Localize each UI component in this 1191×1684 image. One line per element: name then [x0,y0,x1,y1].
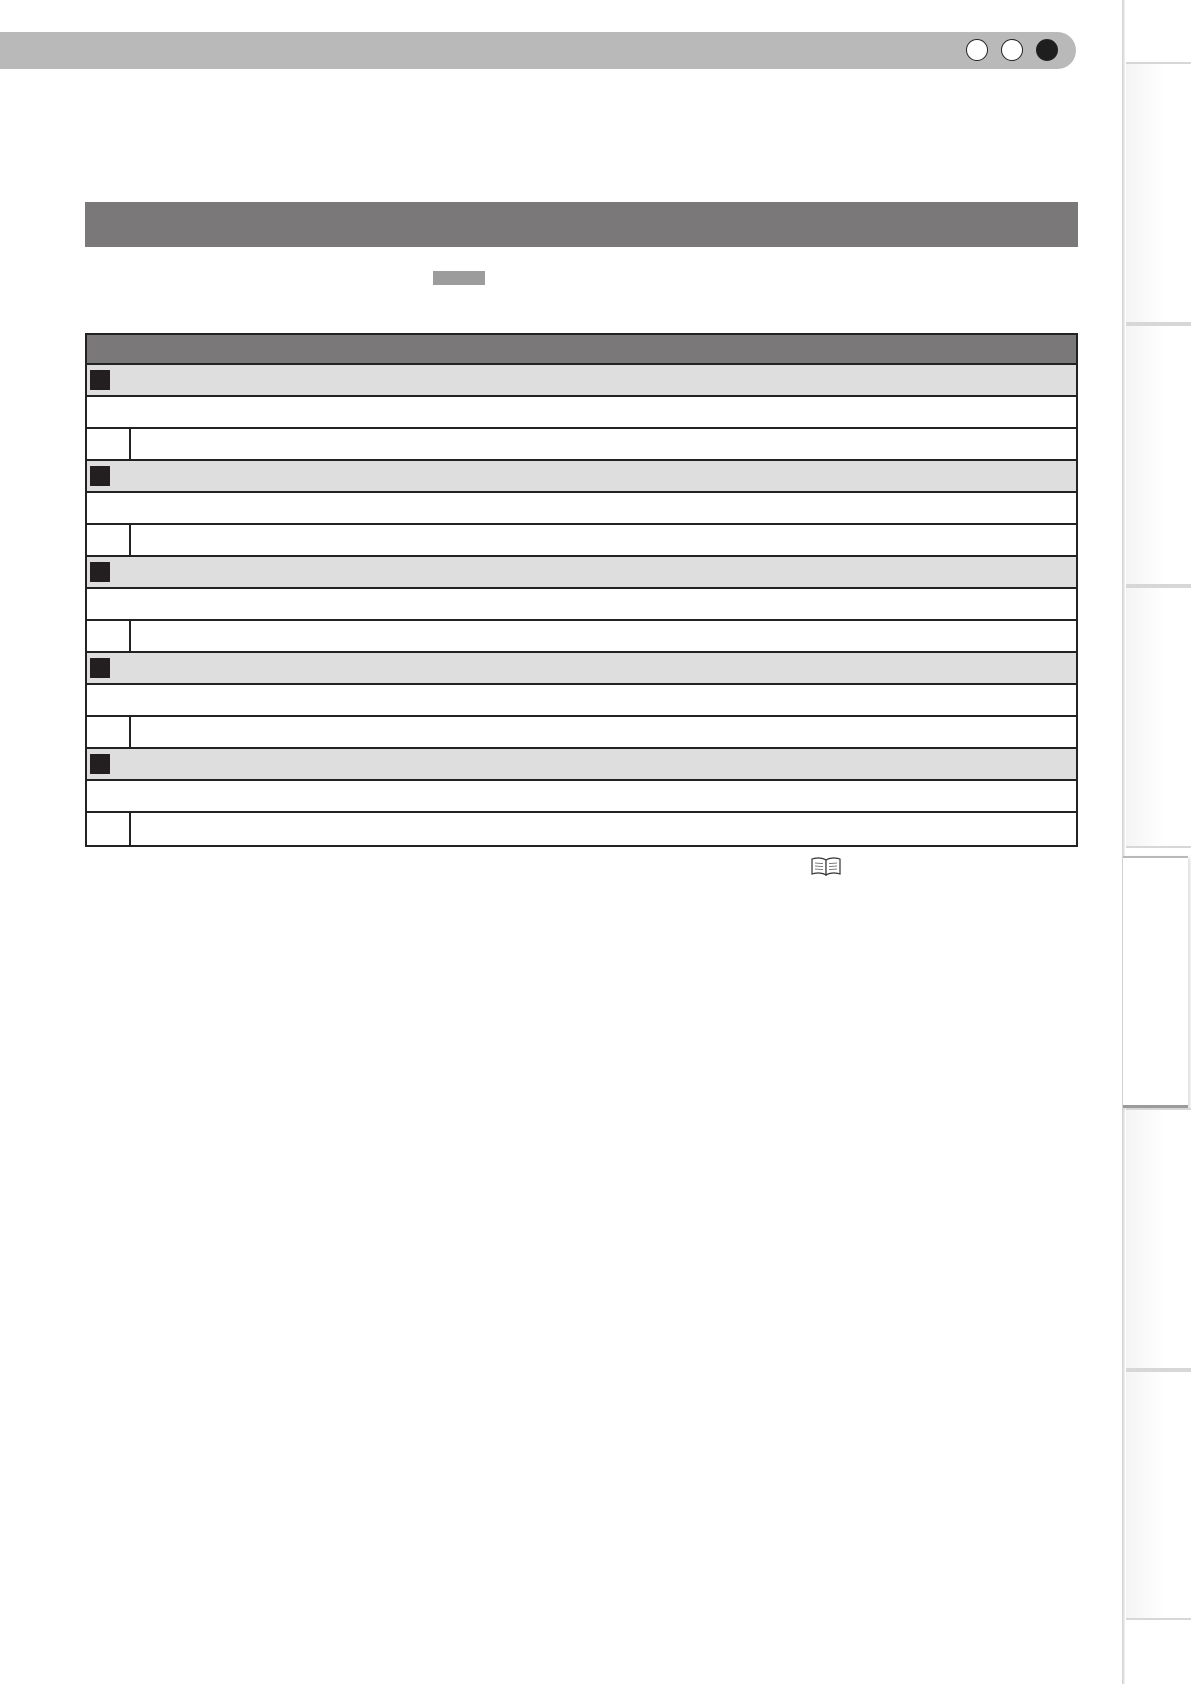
table-row [87,621,1076,653]
square-marker-icon [90,562,110,582]
section-title-bar [85,202,1078,247]
column-divider [129,717,131,747]
column-divider [129,621,131,651]
gray-tag [433,271,485,285]
table-row [87,493,1076,525]
side-tab-2[interactable] [1126,324,1191,586]
header-band [0,32,1076,69]
settings-table [85,333,1078,847]
table-row [87,781,1076,813]
table-group-row [87,461,1076,493]
step-indicator-dot-3-current [1036,39,1058,61]
square-marker-icon [90,658,110,678]
square-marker-icon [90,370,110,390]
table-row [87,397,1076,429]
side-tab-5[interactable] [1126,1108,1191,1370]
column-divider [129,525,131,555]
column-divider [129,813,131,845]
side-tab-edge [1122,0,1125,1684]
square-marker-icon [90,466,110,486]
step-indicator-dot-1 [966,39,988,61]
step-indicator-dot-2 [1001,39,1023,61]
table-row [87,525,1076,557]
side-tab-4-active[interactable] [1123,856,1188,1108]
table-row [87,717,1076,749]
table-group-row [87,557,1076,589]
table-group-row [87,749,1076,781]
square-marker-icon [90,754,110,774]
table-row [87,429,1076,461]
table-group-row [87,653,1076,685]
table-group-row [87,365,1076,397]
side-tab-6[interactable] [1126,1370,1191,1620]
column-divider [129,429,131,459]
table-row [87,589,1076,621]
side-tab-1[interactable] [1126,62,1191,324]
open-book-icon [810,856,842,876]
side-tab-3[interactable] [1126,586,1191,848]
table-row [87,813,1076,845]
table-header [87,335,1076,365]
table-row [87,685,1076,717]
